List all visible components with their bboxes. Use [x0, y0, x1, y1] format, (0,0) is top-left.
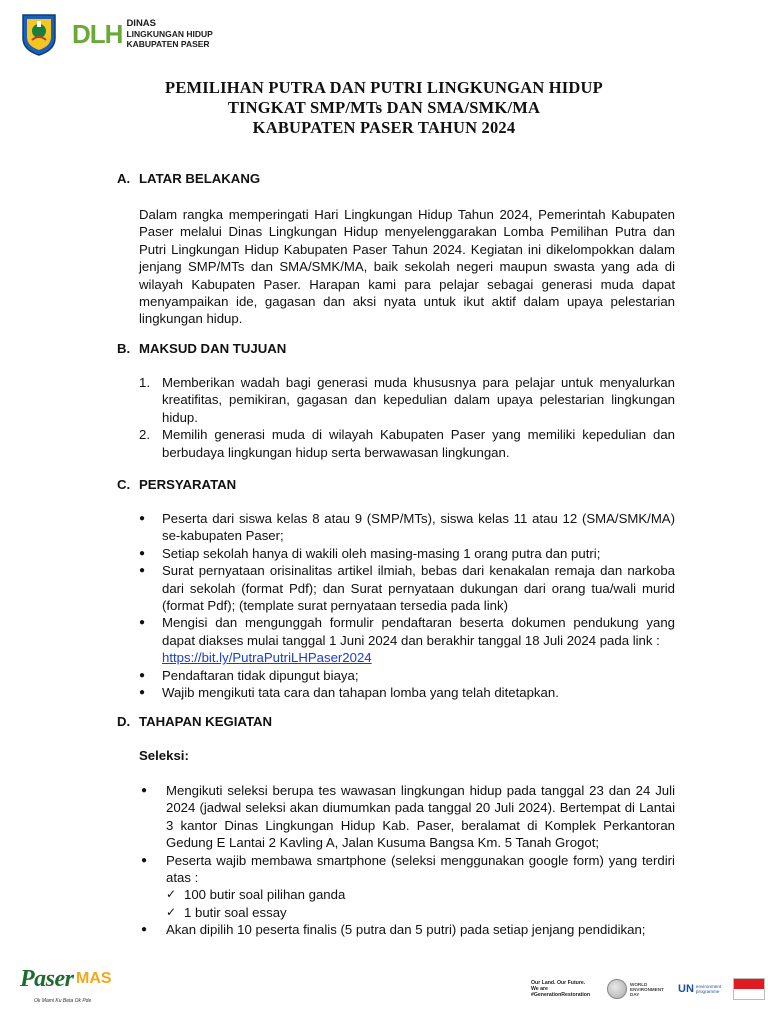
dlh-logo-letters: DLH [72, 19, 123, 49]
bullet-icon: ● [141, 854, 148, 866]
dlh-logo [72, 19, 213, 49]
check-item [166, 904, 675, 921]
registration-link[interactable]: https://bit.ly/PutraPutriLHPaser2024 [162, 650, 372, 666]
un-logo-text: UN [678, 983, 694, 995]
un-logo-subtext [696, 984, 721, 994]
list-item-text: Setiap sekolah hanya di wakili oleh masing-masing 1 orang putra dan putri; [162, 545, 601, 561]
title-line-2: TINGKAT SMP/MTs DAN SMA/SMK/MA [227, 98, 541, 117]
list-item-text: Surat pernyataan orisinalitas artikel ilmiah, bebas dari kenakalan remaja dan narkoba dari sekolah (format Pdf); dan Surat pernyataan dukungan dari orang tua/wali murid (format Pdf); (template surat pernyataan tersedia pada link) [162, 563, 675, 614]
section-d-letter: D. [117, 714, 131, 729]
wed-tagline-1: Our Land. Our Future. [531, 980, 586, 986]
list-item-text: Mengisi dan mengunggah formulir pendaftaran beserta dokumen pendukung yang dapat diakses mulai tanggal 1 Juni 2024 dan berakhir tanggal 18 Juli 2024 pada link : [162, 615, 675, 648]
wed-tagline-2: We are [531, 986, 548, 992]
dlh-logo-text [126, 19, 212, 49]
section-a-heading [117, 171, 260, 186]
check-icon: ✓ [166, 904, 177, 919]
list-item-text: Pendaftaran tidak dipungut biaya; [162, 667, 359, 683]
bullet-icon: ● [139, 547, 146, 559]
section-a-title: LATAR BELAKANG [139, 171, 261, 186]
list-item-text: Wajib mengikuti tata cara dan tahapan lomba yang telah ditetapkan. [162, 685, 559, 701]
wed-day-3: DAY [630, 991, 640, 997]
list-item [139, 510, 675, 545]
list-item-number: 1. [139, 375, 150, 390]
bullet-icon: ● [141, 924, 148, 936]
bullet-icon: ● [139, 617, 146, 629]
section-a-paragraph: Dalam rangka memperingati Hari Lingkungan Hidup Tahun 2024, Pemerintah Kabupaten Paser melalui Dinas Lingkungan Hidup menyelenggarakan Lomba Pemilihan Putra dan Putri Lingkungan Hidup Kabupaten Paser Tahun 2024. Kegiatan ini dikelompokkan dalam jenjang SMP/MTs dan SMA/SMK/MA, baik sekolah negeri maupun swasta yang ada di wilayah Kabupaten Paser. Harapan kami para pelajar sebagai generasi muda dapat menyampaikan ide, gagasan dan aksi nyata untuk ikut aktif dalam upaya pelestarian lingkungan hidup. [139, 207, 675, 327]
wed-day-1: WORLD [630, 981, 648, 987]
kabupaten-paser-emblem-icon [20, 12, 58, 56]
list-item-text: Mengikuti seleksi berupa tes wawasan lingkungan hidup pada tanggal 23 dan 24 Juli 2024 (jadwal seleksi akan diumumkan pada tanggal 20 Juli 2024). Bertempat di Lantai 3 kantor Dinas Lingkungan Hidup Kab. Paser, beralamat di Komplek Perkantoran Gedung E Lantai 2 Kavling A, Jalan Kusuma Bangsa Km. 5 Tanah Grogot; [166, 783, 675, 851]
section-c-letter: C. [117, 477, 131, 492]
seleksi-subheading: Seleksi: [139, 748, 189, 763]
section-d-heading [117, 714, 272, 729]
section-c-list [139, 510, 675, 701]
flag-red-stripe [734, 979, 764, 989]
dlh-line-1: DINAS [126, 18, 156, 29]
list-item-text: Peserta wajib membawa smartphone (seleksi menggunakan google form) yang terdiri atas : [166, 852, 675, 886]
check-icon: ✓ [166, 887, 177, 902]
section-b-list [139, 374, 675, 461]
section-b-heading [117, 341, 286, 356]
dlh-line-2: LINGKUNGAN HIDUP [126, 29, 213, 39]
check-item [166, 886, 675, 903]
bullet-icon: ● [139, 513, 146, 524]
section-d-list [139, 782, 675, 939]
world-environment-day-text [630, 982, 666, 997]
world-environment-day-icon [607, 979, 627, 999]
bullet-icon: ● [139, 669, 146, 681]
bullet-icon: ● [139, 687, 146, 699]
title-line-3: KABUPATEN PASER TAHUN 2024 [252, 118, 516, 137]
check-list [166, 886, 675, 921]
list-item [139, 562, 675, 614]
check-item-text: 1 butir soal essay [184, 904, 287, 920]
wed-tagline-3: #GenerationRestoration [531, 992, 591, 998]
section-a-letter: A. [117, 171, 131, 186]
dlh-line-3: KABUPATEN PASER [126, 39, 210, 49]
header-logos [20, 10, 213, 58]
paser-mas-logo [20, 966, 124, 1010]
flag-white-stripe [734, 989, 764, 999]
section-c-heading [117, 477, 236, 492]
list-item-text: Memilih generasi muda di wilayah Kabupaten Paser yang memiliki kepedulian dan berbudaya lingkungan hidup serta berwawasan lingkungan. [162, 427, 675, 460]
bullet-icon: ● [141, 785, 148, 796]
document-title [0, 78, 768, 138]
paser-logo-tagline: Ok Mami Ku Beta Ok Pde [34, 998, 92, 1004]
section-c-title: PERSYARATAN [139, 477, 237, 492]
list-item-number: 2. [139, 427, 150, 443]
list-item [139, 614, 675, 666]
list-item [139, 667, 675, 684]
list-item-text-with-link [162, 614, 675, 666]
list-item-with-checks [166, 852, 675, 922]
section-b-title: MAKSUD DAN TUJUAN [139, 341, 287, 356]
list-item [139, 684, 675, 701]
check-item-text: 100 butir soal pilihan ganda [184, 887, 346, 903]
paser-logo-word: Paser [20, 966, 74, 992]
section-d-title: TAHAPAN KEGIATAN [139, 714, 273, 729]
un-environment-logo [678, 983, 721, 995]
generation-restoration-logo [531, 980, 597, 998]
list-item [139, 545, 675, 562]
un-sub-2: programme [695, 989, 720, 994]
list-item-text: Peserta dari siswa kelas 8 atau 9 (SMP/MTs), siswa kelas 11 atau 12 (SMA/SMK/MA) se-kabupaten Paser; [162, 511, 675, 544]
paser-logo-mas: MAS [76, 970, 112, 987]
title-line-1: PEMILIHAN PUTRA DAN PUTRI LINGKUNGAN HIDUP [165, 78, 603, 97]
un-sub-1: environment [695, 984, 722, 989]
list-item [139, 426, 675, 461]
list-item [139, 782, 675, 852]
wed-day-2: ENVIRONMENT [630, 986, 664, 992]
list-item [139, 852, 675, 922]
bullet-icon: ● [139, 565, 146, 577]
section-b-letter: B. [117, 341, 131, 356]
footer-partner-logos [531, 978, 765, 1000]
indonesia-flag-icon [733, 978, 765, 1000]
list-item-text: Memberikan wadah bagi generasi muda khususnya para pelajar untuk menyalurkan kreatifitas, pemikiran, gagasan dan kepedulian dalam upaya pelestarian lingkungan hidup. [162, 375, 675, 425]
list-item [139, 921, 675, 938]
list-item-text: Akan dipilih 10 peserta finalis (5 putra dan 5 putri) pada setiap jenjang pendidikan; [166, 922, 646, 938]
list-item [139, 374, 675, 426]
